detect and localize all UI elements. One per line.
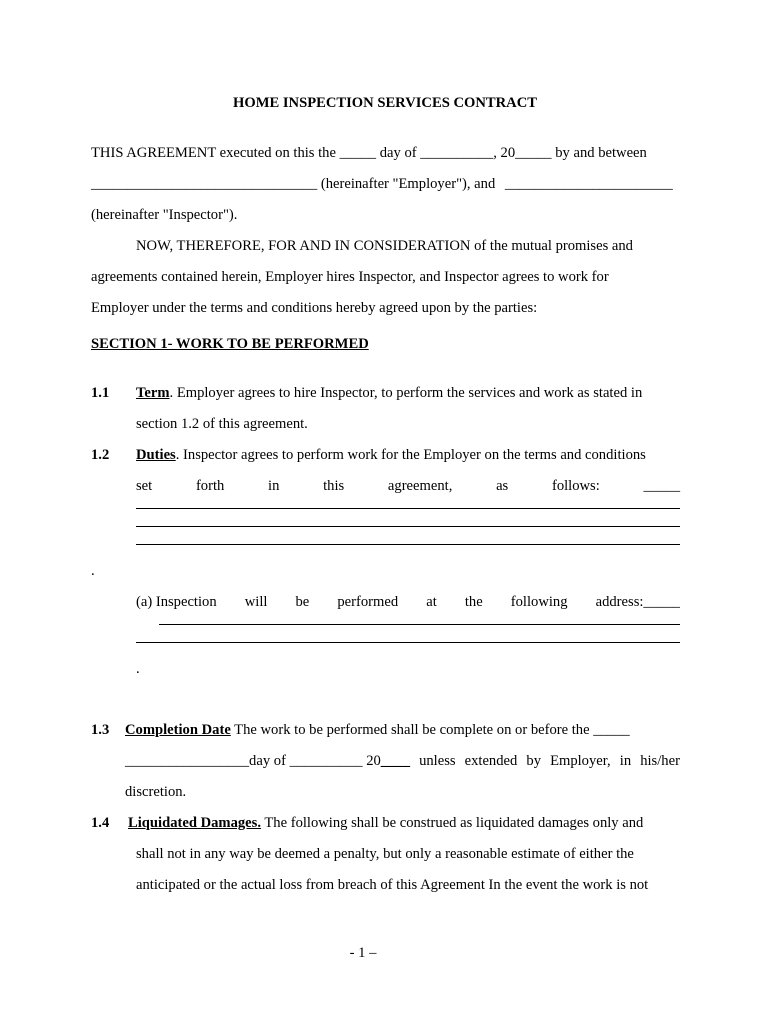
clause-1-4-line-2: shall not in any way be deemed a penalty, but only a reasonable estimate of either the — [136, 846, 634, 862]
word: the — [464, 594, 483, 610]
completion-date-blank: _________________day of __________ 20 — [125, 753, 381, 769]
intro-line-2 — [91, 175, 673, 193]
intro-line-3: (hereinafter "Inspector"). — [91, 207, 238, 223]
word: following — [510, 594, 568, 610]
clause-1-4-line-3: anticipated or the actual loss from breach of this Agreement In the event the work is not — [136, 877, 649, 893]
now-line-1: NOW, THEREFORE, FOR AND IN CONSIDERATION of the mutual promises and — [136, 238, 633, 254]
clause-1-3-line-1 — [125, 721, 680, 739]
address-blank-line — [159, 624, 680, 625]
address-blank-line — [136, 642, 680, 643]
word: by — [526, 753, 541, 769]
word: forth — [195, 478, 225, 494]
duties-end-dot: . — [91, 563, 95, 579]
clause-1-1-line-1 — [136, 384, 642, 402]
word: at — [426, 594, 437, 610]
word: this — [323, 478, 345, 494]
clause-1-4-number: 1.4 — [91, 815, 110, 831]
document-title: HOME INSPECTION SERVICES CONTRACT — [233, 95, 537, 111]
clause-1-3-number: 1.3 — [91, 722, 110, 738]
word: (a) Inspection — [136, 594, 217, 610]
inspector-blank: _______________________ — [504, 176, 673, 192]
section-1-heading: SECTION 1- WORK TO BE PERFORMED — [91, 336, 369, 352]
page-number: - 1 – — [349, 945, 377, 961]
now-line-3: Employer under the terms and conditions hereby agreed upon by the parties: — [91, 300, 538, 316]
clause-1-4-text: The following shall be construed as liquidated damages only and — [260, 815, 644, 831]
employer-blank: _______________________________ — [91, 176, 318, 192]
word: performed — [337, 594, 399, 610]
clause-1-1-term: Term — [136, 385, 170, 401]
address-end-dot: . — [136, 661, 140, 677]
clause-1-2-line-1 — [136, 446, 646, 464]
clause-1-3-text: The work to be performed shall be complete on or before the _____ — [230, 722, 630, 738]
clause-1-3-term: Completion Date — [125, 722, 231, 738]
word: will — [244, 594, 268, 610]
clause-1-2-text: . Inspector agrees to perform work for the Employer on the terms and conditions — [175, 447, 646, 463]
word: as — [496, 478, 509, 494]
clause-1-1-number: 1.1 — [91, 385, 110, 401]
word: follows: — [551, 478, 600, 494]
clause-1-2-a-line — [136, 593, 680, 611]
clause-1-1-line-2: section 1.2 of this agreement. — [136, 416, 308, 432]
clause-1-4-term: Liquidated Damages. — [128, 815, 261, 831]
word: be — [295, 594, 310, 610]
clause-1-4-line-1 — [128, 814, 643, 832]
duties-blank-line — [136, 526, 680, 527]
address-blank: address:_____ — [595, 594, 680, 610]
duties-blank: _____ — [643, 478, 680, 494]
intro-line-1: THIS AGREEMENT executed on this the _____ day of __________, 20_____ by and between — [91, 145, 647, 161]
clause-1-2-number: 1.2 — [91, 447, 110, 463]
word: in — [268, 478, 280, 494]
now-line-2: agreements contained herein, Employer hires Inspector, and Inspector agrees to work for — [91, 269, 609, 285]
word: set — [136, 478, 153, 494]
duties-blank-line — [136, 544, 680, 545]
employer-label: (hereinafter "Employer"), and — [320, 176, 496, 192]
year-blank: ____ — [380, 753, 410, 769]
clause-1-3-line-2 — [125, 752, 680, 770]
word: extended — [464, 753, 518, 769]
clause-1-2-line-2 — [136, 477, 680, 495]
word: agreement, — [387, 478, 453, 494]
word: in — [619, 753, 632, 769]
word: unless — [419, 753, 456, 769]
duties-blank-line — [136, 508, 680, 509]
word: his/her — [640, 753, 680, 769]
clause-1-1-text: . Employer agrees to hire Inspector, to perform the services and work as stated in — [169, 385, 643, 401]
clause-1-3-line-3: discretion. — [125, 784, 187, 800]
word: Employer, — [550, 753, 611, 769]
clause-1-2-term: Duties — [136, 447, 176, 463]
